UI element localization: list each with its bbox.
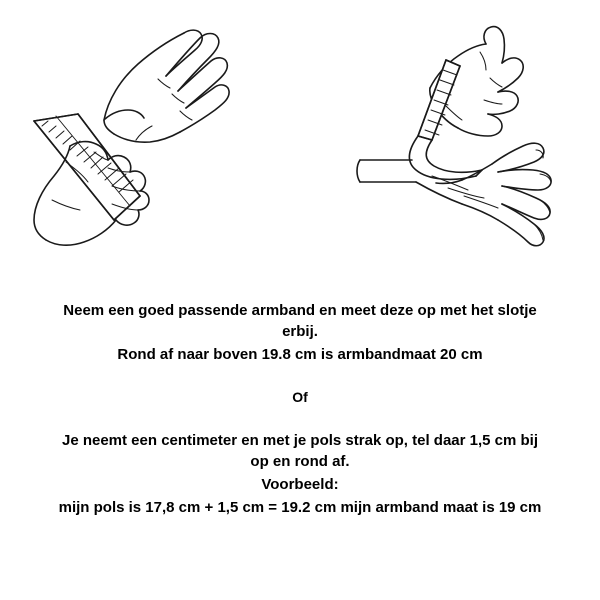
instruction-line-2: Rond af naar boven 19.8 cm is armbandmaat 20 cm — [117, 346, 483, 363]
instruction-line-1-continued: erbij. — [282, 323, 318, 340]
measuring-tape-strip — [34, 114, 140, 220]
illustration-measure-with-existing-bracelet — [8, 0, 293, 290]
instruction-example-label: Voorbeeld: — [261, 476, 339, 493]
instructions-text-block — [0, 300, 600, 518]
instruction-or-separator: Of — [292, 389, 308, 405]
instruction-example-calculation: mijn pols is 17,8 cm + 1,5 cm = 19.2 cm mijn armband maat is 19 cm — [58, 499, 542, 516]
instruction-line-1: Neem een goed passende armband en meet deze op met het slotje — [63, 302, 537, 319]
illustration-measure-wrist-with-tape — [312, 0, 597, 290]
illustration-row — [0, 0, 600, 290]
open-hand-outline — [104, 30, 229, 142]
instruction-line-4: Je neemt een centimeter en met je pols strak op, tel daar 1,5 cm bij — [61, 432, 538, 449]
instruction-line-4-continued: op en rond af. — [250, 453, 350, 470]
wrist-hand-outline — [357, 143, 551, 246]
